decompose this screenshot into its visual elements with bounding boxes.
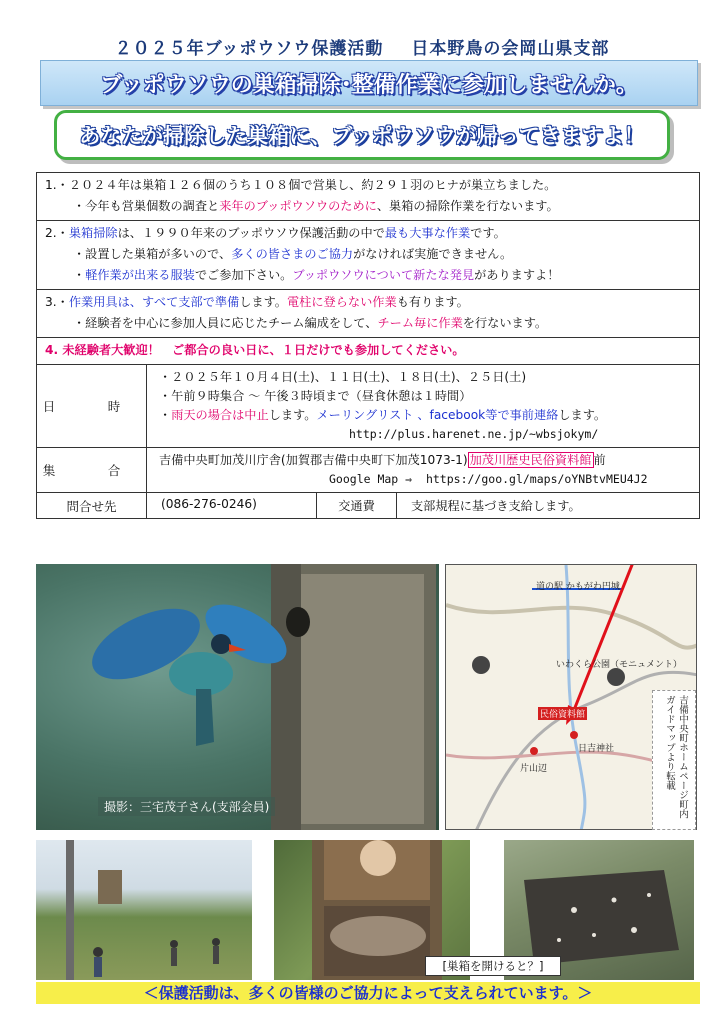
highlight-text: 巣箱掃除 — [68, 226, 118, 240]
text-span: します。 — [558, 408, 607, 422]
text-span: します。 — [268, 408, 317, 422]
highlight-text: メーリングリスト 、facebook等で事前連絡 — [316, 408, 559, 422]
highlight-text: 電柱に登らない作業 — [287, 295, 397, 309]
info-table — [36, 172, 700, 519]
google-map-line — [159, 470, 687, 489]
meeting-row — [37, 448, 699, 493]
meeting-cell — [147, 448, 699, 492]
text-span: ・今年も営巣個数の調査と — [73, 199, 220, 213]
section-3 — [37, 290, 699, 338]
website-link[interactable]: http://plus.harenet.ne.jp/~wbsjokym/ — [349, 427, 599, 441]
photo-credit: 撮影：三宅茂子さん(支部会員) — [98, 797, 275, 816]
schedule-rain — [159, 406, 687, 425]
highlight-text: 最も大事な作業 — [384, 226, 471, 240]
fee-value: 支部規程に基づき支給します。 — [411, 499, 581, 513]
section-2-line-3 — [45, 265, 691, 286]
map-label-text: Google Map ⇒ — [329, 472, 413, 486]
map-label-park: いわくら公園（モニュメント） — [556, 660, 683, 670]
highlight-text: 軽作業が出来る服装 — [85, 268, 195, 282]
footer-banner: ＜保護活動は、多くの皆様のご協力によって支えられています。＞ — [36, 982, 700, 1004]
text-span: します。 — [239, 295, 287, 309]
section-2 — [37, 221, 699, 290]
section-3-line-2 — [45, 313, 691, 334]
text-span: も有ります。 — [396, 295, 469, 309]
main-banner-text: ブッポウソウの巣箱掃除･整備作業に参加しませんか。 — [100, 72, 638, 98]
map-source-note: 吉備中央町ホームページ町内ガイドマップより転載 — [652, 690, 696, 830]
text-span: 3.・ — [45, 295, 69, 309]
text-span: ・設置した巣箱が多いので、 — [73, 247, 232, 261]
sub-banner — [54, 110, 670, 160]
highlight-text: 作業用具は、すべて支部で準備 — [68, 295, 240, 309]
section-1 — [37, 173, 699, 221]
section-4: 4. 未経験者大歓迎！ ご都合の良い日に、１日だけでも参加してください。 — [37, 338, 699, 365]
text-span: でご参加下さい。 — [194, 268, 293, 282]
highlight-text: 多くの皆さまのご協力 — [231, 247, 354, 261]
bird-photo — [36, 564, 439, 830]
schedule-cell — [147, 365, 699, 447]
map-label-shrine: 日吉神社 — [578, 744, 615, 754]
text-span: がありますよ！ — [474, 268, 560, 282]
contact-label: 問合せ先 — [37, 493, 147, 518]
schedule-row — [37, 365, 699, 448]
section-2-line-1 — [45, 223, 691, 244]
volunteers-illustration — [36, 840, 252, 980]
section-3-line-1 — [45, 292, 691, 313]
contact-row — [37, 493, 699, 518]
page-header — [0, 34, 724, 59]
text-span: 2.・ — [45, 226, 69, 240]
museum-name: 加茂川歴史民俗資料館 — [469, 453, 592, 467]
section-1-line-1: 1.・２０２４年は巣箱１２６個のうち１０８個で営巣し、約２９１羽のヒナが巣立ちました。 — [45, 178, 557, 192]
sub-banner-text: あなたが掃除した巣箱に、ブッポウソウが帰ってきますよ！ — [79, 124, 645, 148]
fee-label: 交通費 — [317, 493, 397, 518]
contact-phone: (086-276-0246) — [147, 493, 317, 518]
section-2-line-2 — [45, 244, 691, 265]
text-span: は、１９９０年来のブッポウソウ保護活動の中で — [117, 226, 385, 240]
highlight-text: ブッポウソウについて新たな発見 — [292, 268, 475, 282]
text-span: ・ — [73, 268, 86, 282]
main-banner — [40, 60, 698, 106]
schedule-label: 日 時 — [37, 365, 147, 447]
header-title: ２０２５年ブッポウソウ保護活動 — [114, 39, 384, 59]
meeting-label: 集 合 — [37, 448, 147, 492]
map-label-station: 道の駅 かもがわ円城 — [536, 582, 620, 592]
header-org: 日本野鳥の会岡山県支部 — [411, 39, 610, 59]
text-span: を行ないます。 — [462, 316, 548, 330]
map-label-museum: 民俗資料館 — [538, 707, 587, 720]
text-span: 前 — [593, 453, 606, 467]
bird-photo-illustration — [36, 564, 439, 830]
schedule-dates: ・２０２５年１０月４日(土)、１１日(土)、１８日(土)、２５日(土) — [159, 370, 527, 384]
volunteers-photo — [36, 840, 252, 980]
text-span: 、巣箱の掃除作業を行ないます。 — [376, 199, 559, 213]
photo-caption: [巣箱を開けると？] — [425, 956, 561, 976]
highlight-text: チーム毎に作業 — [377, 316, 463, 330]
text-span: ・ — [159, 408, 172, 422]
highlight-text: 雨天の場合は中止 — [171, 408, 269, 422]
schedule-time: ・午前９時集合 ～ 午後３時頃まで（昼食休憩は１時間） — [159, 389, 472, 403]
map-label-area: 片山辺 — [520, 764, 548, 774]
text-span: 吉備中央町加茂川庁舎(加賀郡吉備中央町下加茂1073-1) — [159, 453, 468, 467]
highlight-text: 来年のブッポウソウのために — [219, 199, 377, 213]
google-map-link[interactable]: https://goo.gl/maps/oYNBtvMEU4J2 — [425, 472, 648, 486]
section-1-line-2 — [45, 196, 691, 217]
meeting-place — [159, 451, 687, 470]
text-span: がなければ実施できません。 — [353, 247, 513, 261]
text-span: ・経験者を中心に参加人員に応じたチーム編成をして、 — [73, 316, 378, 330]
text-span: です。 — [470, 226, 506, 240]
